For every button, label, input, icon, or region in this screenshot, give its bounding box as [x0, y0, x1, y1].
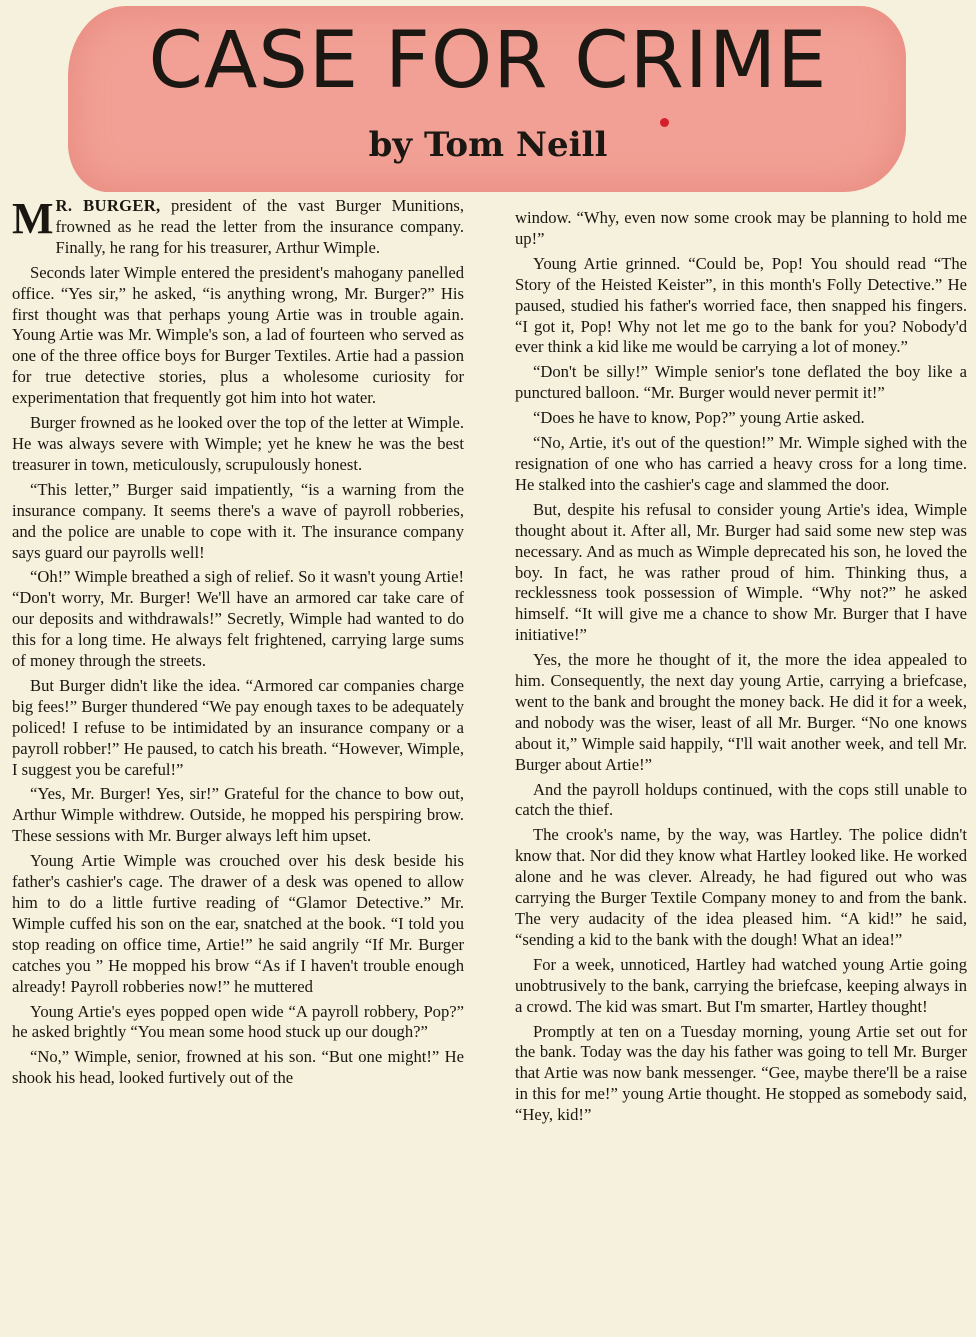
paragraph: M R. BURGER, president of the vast Burger Munitions, frowned as he read the letter from the insurance company. Finally, he rang for his treasurer, Arthur Wimple.	[12, 196, 464, 257]
paragraph: But Burger didn't like the idea. “Armored car companies charge big fees!” Burger thundered “We pay enough taxes to be adequately policed! I refuse to be intimidated by an insurance company or a payroll robber!” He paused, to catch his breath. “However, Wimple, I suggest you be careful!”	[12, 675, 464, 779]
paragraph: “Does he have to know, Pop?” young Artie asked.	[533, 408, 865, 428]
paragraph: Young Artie grinned. “Could be, Pop! You should read “The Story of the Heisted Keister”, in this month's Folly Detective.” He paused, studied his father's worried face, then snapped his fingers. “I got it, Pop! Why not let me go to the bank for you? Nobody'd ever think a kid like me would be carrying a lot of money.”	[515, 253, 967, 357]
story-title: CASE FOR CRIME	[148, 16, 828, 106]
paragraph: Burger frowned as he looked over the top of the letter at Wimple. He was always severe with Wimple; yet he knew he was the best treasurer in town, meticulously, scrupulously honest.	[12, 413, 464, 474]
lead-in: R. BURGER,	[55, 196, 161, 215]
paragraph: Seconds later Wimple entered the president's mahogany panelled office. “Yes sir,” he asked, “is anything wrong, Mr. Burger?” His first thought was that perhaps young Artie was in trouble again. Young Artie was Mr. Wimple's son, a lad of fourteen who served as one of the three office boys for Burger Textiles. Artie had a passion for true detective stories, plus a wholesome curiosity for experimentation that frequently got him into hot water.	[12, 262, 464, 408]
paragraph: Promptly at ten on a Tuesday morning, young Artie set out for the bank. Today was the day his father was going to tell Mr. Burger that Artie was now bank messenger. “Gee, maybe there'll be a raise in this for me!” young Artie thought. He stopped as somebody said, “Hey, kid!”	[515, 1021, 967, 1125]
paragraph: “No, Artie, it's out of the question!” Mr. Wimple sighed with the resignation of one who has carried a heavy cross for a long time. He stalked into the cashier's cage and slammed the door.	[515, 433, 967, 494]
paragraph: Young Artie's eyes popped open wide “A payroll robbery, Pop?” he asked brightly “You mean some hood stuck up our dough?”	[12, 1001, 464, 1042]
paragraph: “Don't be silly!” Wimple senior's tone deflated the boy like a punctured balloon. “Mr. Burger would never permit it!”	[515, 362, 967, 403]
paragraph: “Oh!” Wimple breathed a sigh of relief. So it wasn't young Artie! “Don't worry, Mr. Burger! We'll have an armored car take care of our deposits and withdrawals!” Secretly, Wimple had wanted to do this for a long time. He always felt frightened, carrying large sums of money through the streets.	[12, 567, 464, 671]
drop-cap: M	[12, 196, 54, 243]
paragraph: For a week, unnoticed, Hartley had watched young Artie going unobtrusively to the bank, carrying the briefcase, keeping always in a crowd. The kid was smart. But I'm smarter, Hartley thought!	[515, 954, 967, 1016]
paragraph: The crook's name, by the way, was Hartley. The police didn't know that. Nor did they know what Hartley looked like. He worked alone and he was clever. Already, he had figured out who was carrying the Burger Textile Company money to and from the bank. The very audacity of the idea pleased him. “A kid!” he said, “sending a kid to the bank with the dough! What an idea!”	[515, 825, 967, 949]
story-column-left	[12, 196, 464, 1334]
paragraph: window. “Why, even now some crook may be planning to hold me up!”	[515, 208, 967, 248]
story-column-right	[515, 208, 967, 1334]
author-byline: by Tom Neill	[368, 125, 608, 165]
paragraph: Yes, the more he thought of it, the more the idea appealed to him. Consequently, the next day young Artie, carrying a briefcase, went to the bank and brought the money back. He did it for a week, and nobody was the wiser, least of all Mr. Burger. “No one knows about it,” Wimple said happily, “I'll wait another week, and tell Mr. Burger about Artie!”	[515, 650, 967, 774]
paragraph: And the payroll holdups continued, with the cops still unable to catch the thief.	[515, 779, 967, 820]
paragraph: “This letter,” Burger said impatiently, “is a warning from the insurance company. It seems there's a wave of payroll robberies, and the police are unable to cope with it. The insurance company says guard our payrolls well!	[12, 479, 464, 562]
paragraph: Young Artie Wimple was crouched over his desk beside his father's cashier's cage. The drawer of a desk was opened to allow him to do a little furtive reading of “Glamor Detective.” Mr. Wimple cuffed his son on the ear, snatched at the book. “I told you stop reading on office time, Artie!” he said angrily “If Mr. Burger catches you ” He mopped his brow “As if I haven't trouble enough already! Payroll robberies now!” he muttered	[12, 851, 464, 996]
paragraph: “Yes, Mr. Burger! Yes, sir!” Grateful for the chance to bow out, Arthur Wimple withdrew. Outside, he mopped his perspiring brow. These sessions with Mr. Burger always left him upset.	[12, 784, 464, 846]
paragraph: But, despite his refusal to consider young Artie's idea, Wimple thought about it. After all, Mr. Burger had said some new step was necessary. And as much as Wimple deprecated his son, he loved the boy. In fact, he was rather proud of him. Thinking thus, a recklessness took possession of Wimple. “Why not?” he asked himself. “It will give me a chance to show Mr. Burger that I have initiative!”	[515, 499, 967, 645]
paragraph: “No,” Wimple, senior, frowned at his son. “But one might!” He shook his head, looked furtively out of the	[12, 1047, 464, 1088]
